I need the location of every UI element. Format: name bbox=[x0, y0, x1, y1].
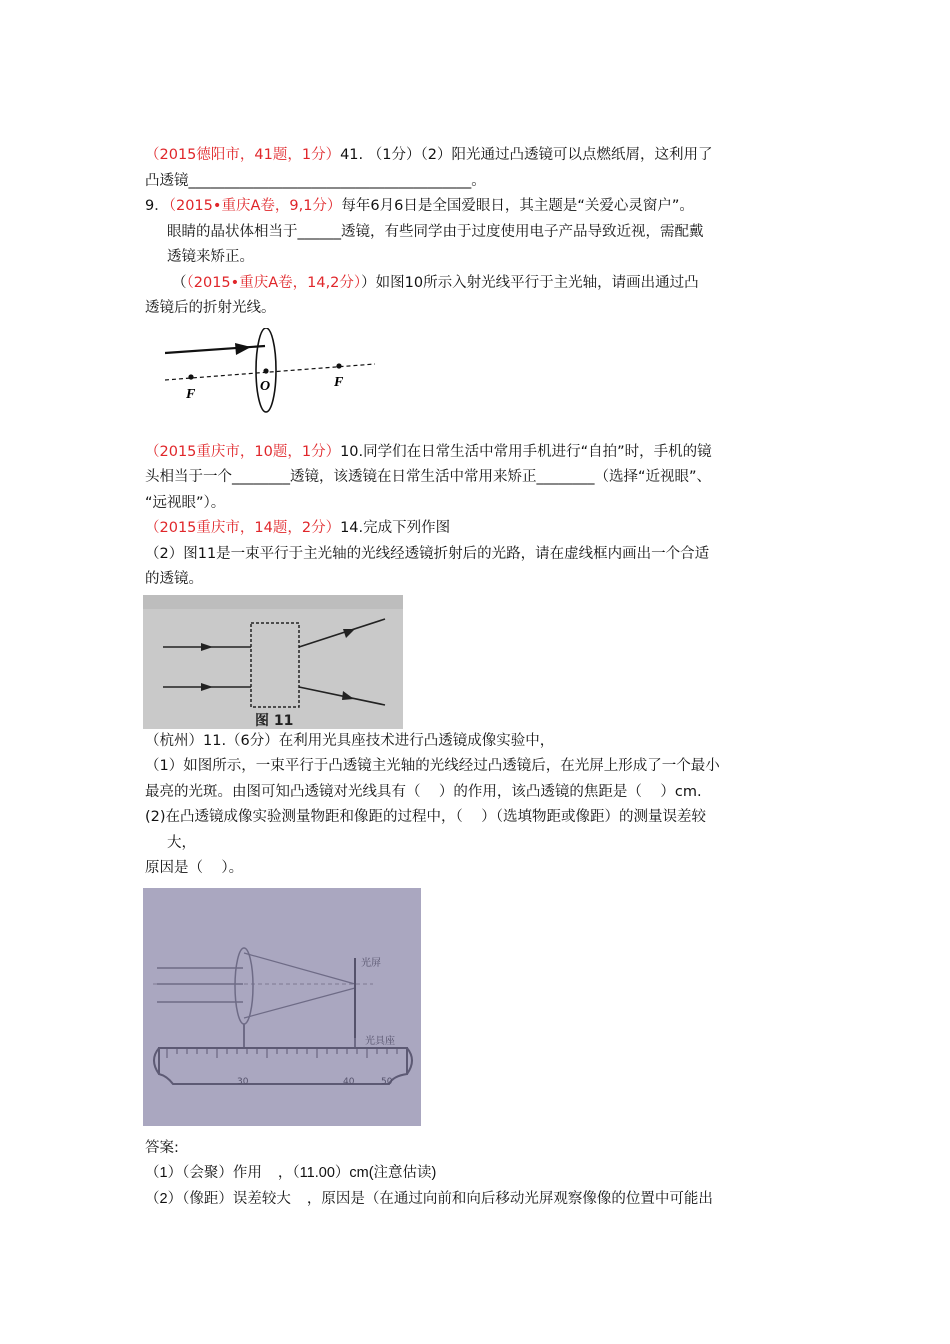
q4-text-a: 10.同学们在日常生活中常用手机进行“自拍”时，手机的镜 bbox=[340, 443, 712, 460]
q1-line-2: 凸透镜_______________________________________。 bbox=[145, 172, 486, 189]
q3-open-paren: （ bbox=[172, 274, 187, 291]
photo-background bbox=[143, 595, 403, 729]
label-bench: 光具座 bbox=[365, 1035, 395, 1047]
q1-text-a: 41. （1分）（2）阳光通过凸透镜可以点燃纸屑，这利用了 bbox=[340, 147, 713, 163]
lens-box-figure-11 bbox=[143, 595, 403, 729]
q4-line-3: “远视眼”）。 bbox=[145, 494, 226, 511]
tick-label-50: 50 bbox=[381, 1076, 393, 1087]
q4-line-1 bbox=[145, 440, 815, 466]
answer-line-1: （1）（会聚）作用 ，（11.00）cm(注意估读) bbox=[145, 1165, 437, 1181]
photo-background bbox=[143, 888, 421, 1126]
answer-heading: 答案: bbox=[145, 1139, 179, 1156]
q5-line-3: 的透镜。 bbox=[145, 571, 203, 587]
q2-number: 9． bbox=[145, 198, 169, 214]
q6-line-5: 大， bbox=[167, 834, 196, 851]
q6-line-6: 原因是（ ）。 bbox=[145, 860, 244, 876]
q2-line-1 bbox=[145, 194, 815, 220]
q2-text-a: 每年6月6日是全国爱眼日，其主题是“关爱心灵窗户”。 bbox=[341, 198, 694, 214]
optical-center-point bbox=[263, 368, 268, 373]
q3-line-2: 透镜后的折射光线。 bbox=[145, 300, 276, 316]
q3-line-1 bbox=[145, 271, 815, 297]
q6-line-4: (2)在凸透镜成像实验测量物距和像距的过程中，（ ）（选填物距或像距）的测量误差较 bbox=[145, 809, 706, 825]
principal-axis bbox=[165, 364, 375, 380]
q5-text-a: 14.完成下列作图 bbox=[340, 520, 451, 536]
q4-line-2: 头相当于一个________透镜，该透镜在日常生活中常用来矫正________（选择“近视眼”、 bbox=[145, 469, 712, 485]
label-screen: 光屏 bbox=[361, 957, 381, 969]
label-f-right: F bbox=[334, 374, 344, 390]
q3-source: （2015•重庆A卷，14,2分） bbox=[186, 274, 362, 291]
q5-source: （2015重庆市，14题，2分） bbox=[145, 520, 341, 536]
q4-source: （2015重庆市，10题，1分） bbox=[145, 443, 341, 460]
q2-line-2: 眼睛的晶状体相当于______透镜，有些同学由于过度使用电子产品导致近视，需配戴 bbox=[167, 223, 704, 240]
tick-label-40: 40 bbox=[343, 1076, 355, 1087]
figure-11-caption: 图 11 bbox=[255, 712, 294, 729]
label-o: O bbox=[260, 378, 271, 394]
q5-line-1 bbox=[145, 516, 815, 542]
tick-label-30: 30 bbox=[237, 1076, 249, 1087]
q2-line-3: 透镜来矫正。 bbox=[167, 249, 254, 265]
document-page bbox=[145, 143, 815, 1212]
convex-lens-figure-10 bbox=[165, 328, 405, 428]
optical-bench-figure bbox=[143, 888, 421, 1126]
q1-line-1 bbox=[145, 143, 815, 169]
label-f-left: F bbox=[186, 386, 196, 402]
q1-source: （2015德阳市，41题，1分） bbox=[145, 147, 341, 163]
q6-line-1: （杭州）11.（6分）在利用光具座技术进行凸透镜成像实验中， bbox=[145, 732, 555, 749]
q5-line-2: （2）图11是一束平行于主光轴的光线经透镜折射后的光路，请在虚线框内画出一个合适 bbox=[145, 545, 710, 562]
ray-arrow-icon bbox=[235, 343, 251, 355]
answer-line-2: （2）（像距）误差较大 ，原因是（在通过向前和向后移动光屏观察像像的位置中可能出 bbox=[145, 1190, 713, 1207]
photo-top-shade bbox=[143, 595, 403, 609]
focus-point-left bbox=[188, 374, 193, 379]
q2-source: （2015•重庆A卷，9,1分） bbox=[168, 198, 342, 214]
focus-point-right bbox=[336, 363, 341, 368]
q6-line-3: 最亮的光斑。由图可知凸透镜对光线具有（ ）的作用，该凸透镜的焦距是（ ）cm. bbox=[145, 783, 702, 800]
q6-line-2: （1）如图所示，一束平行于凸透镜主光轴的光线经过凸透镜后，在光屏上形成了一个最小 bbox=[145, 758, 720, 774]
q3-text-a: ）如图10所示入射光线平行于主光轴，请画出通过凸 bbox=[361, 274, 699, 291]
